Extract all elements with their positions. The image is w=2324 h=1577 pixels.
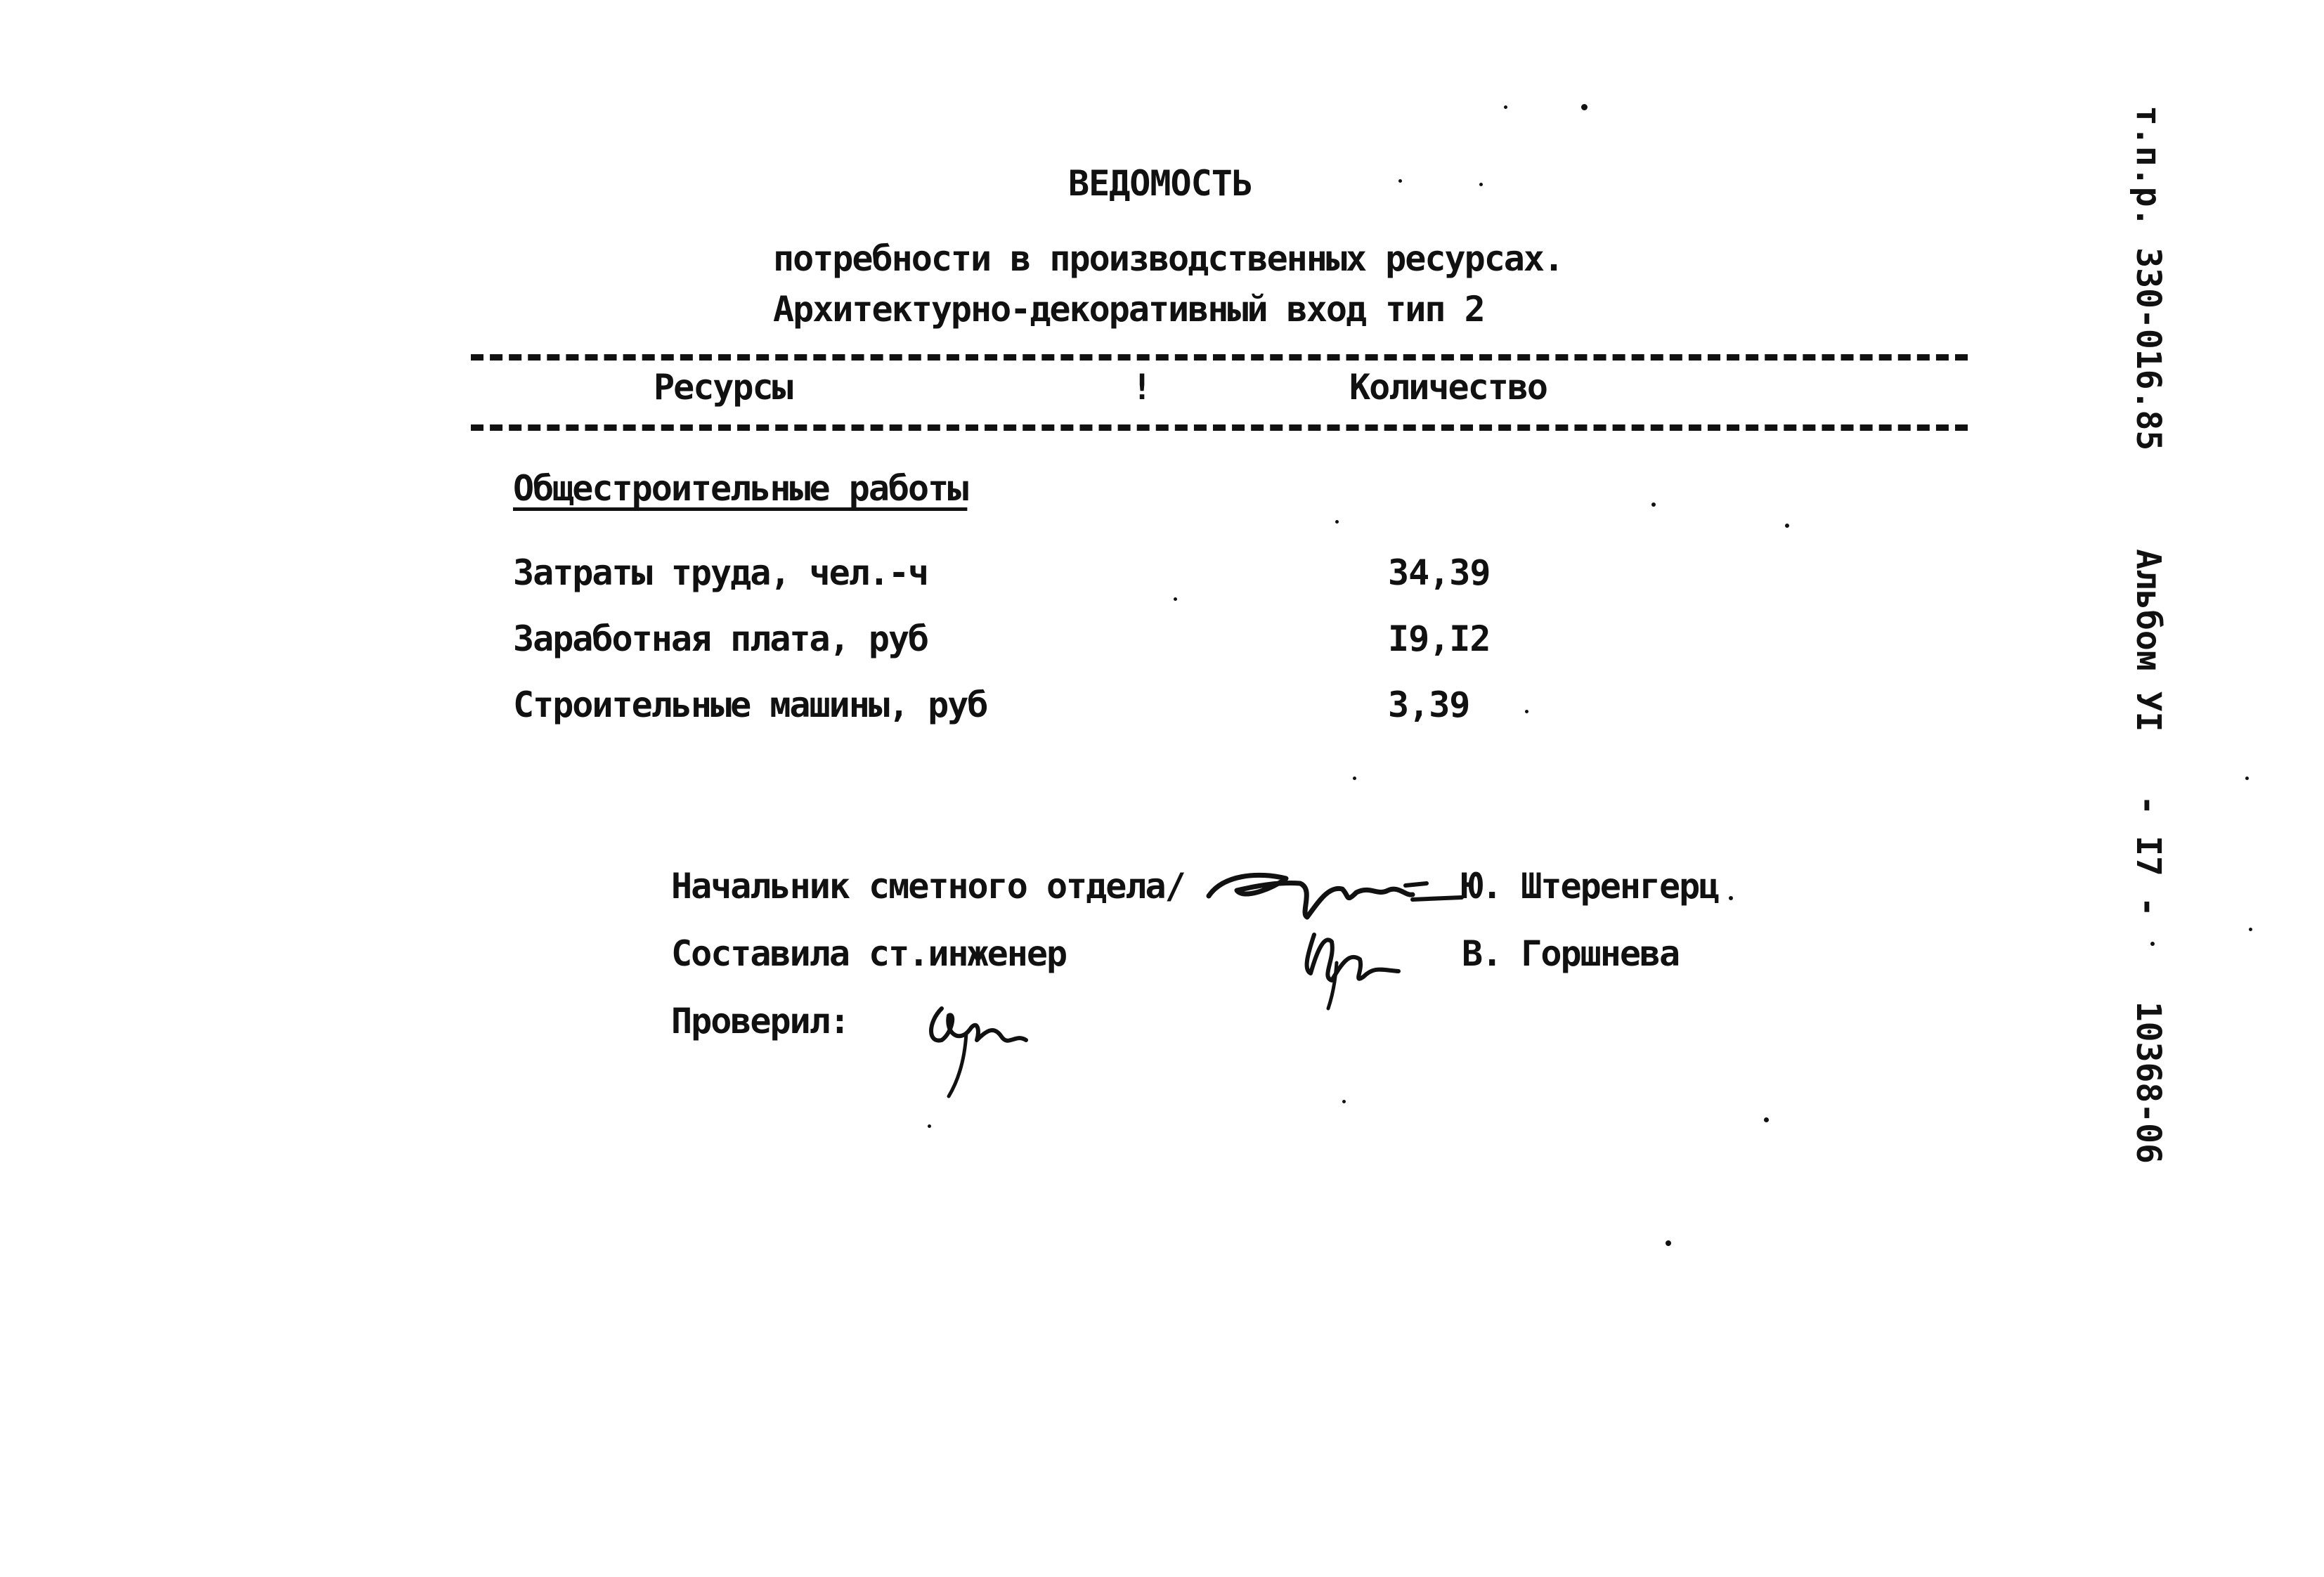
header-bottom-rule <box>471 424 1968 431</box>
side-stamp-number: 10368-06 <box>2129 1001 2168 1164</box>
signature-role-compiler: Составила ст.инженер <box>671 933 1067 974</box>
side-stamp-code: т.п.р. 330-016.85 <box>2129 105 2168 451</box>
column-header-quantity: Количество <box>1349 367 1547 408</box>
signature-role-checker: Проверил: <box>671 1001 849 1041</box>
row-value-machines: 3,39 <box>1388 684 1470 725</box>
scan-speck <box>1666 1240 1671 1246</box>
row-label-labor: Затраты труда, чел.-ч <box>513 552 928 593</box>
document-subtitle <box>773 233 1563 335</box>
scan-speck <box>1581 104 1588 110</box>
scan-speck <box>2249 928 2252 931</box>
handwritten-signature-head <box>1195 847 1469 931</box>
header-top-rule <box>471 354 1968 361</box>
signature-name-compiler: В. Горшнева <box>1462 933 1680 974</box>
scan-speck <box>1335 520 1339 524</box>
scan-speck <box>1764 1117 1769 1122</box>
row-label-wages: Заработная плата, руб <box>513 618 928 659</box>
column-separator: ! <box>1131 367 1153 408</box>
scan-speck <box>1342 1100 1346 1103</box>
side-stamp-album: Альбом УI <box>2129 549 2168 732</box>
side-stamp-page: - I7 - <box>2129 795 2168 917</box>
subtitle-line-1: потребности в производственных ресурсах. <box>773 238 1564 279</box>
scan-speck <box>1504 105 1507 109</box>
handwritten-signature-checker <box>917 991 1037 1103</box>
row-value-wages: I9,I2 <box>1388 618 1491 659</box>
scan-speck <box>928 1124 931 1128</box>
scan-speck <box>1729 896 1733 900</box>
scan-speck <box>1651 502 1656 507</box>
scan-speck <box>1479 183 1483 186</box>
side-stamp <box>2129 105 2168 1164</box>
handwritten-signature-compiler <box>1293 921 1413 1012</box>
section-title: Общестроительные работы <box>513 468 968 509</box>
row-label-machines: Строительные машины, руб <box>513 684 987 725</box>
subtitle-line-2: Архитектурно-декоративный вход тип 2 <box>773 289 1484 330</box>
scan-speck <box>1174 597 1177 601</box>
scan-speck <box>2245 777 2249 780</box>
scan-speck <box>1353 777 1356 780</box>
scan-speck <box>1525 710 1528 713</box>
signature-role-head: Начальник сметного отдела/ <box>671 866 1185 907</box>
signature-name-head: Ю. Штеренгерц <box>1462 866 1719 907</box>
document-title: ВЕДОМОСТЬ <box>1068 163 1252 204</box>
row-value-labor: 34,39 <box>1388 552 1491 593</box>
scan-speck <box>1785 524 1789 528</box>
scan-speck <box>1398 179 1402 183</box>
scan-speck <box>2150 942 2155 946</box>
column-header-resource: Ресурсы <box>654 367 792 408</box>
